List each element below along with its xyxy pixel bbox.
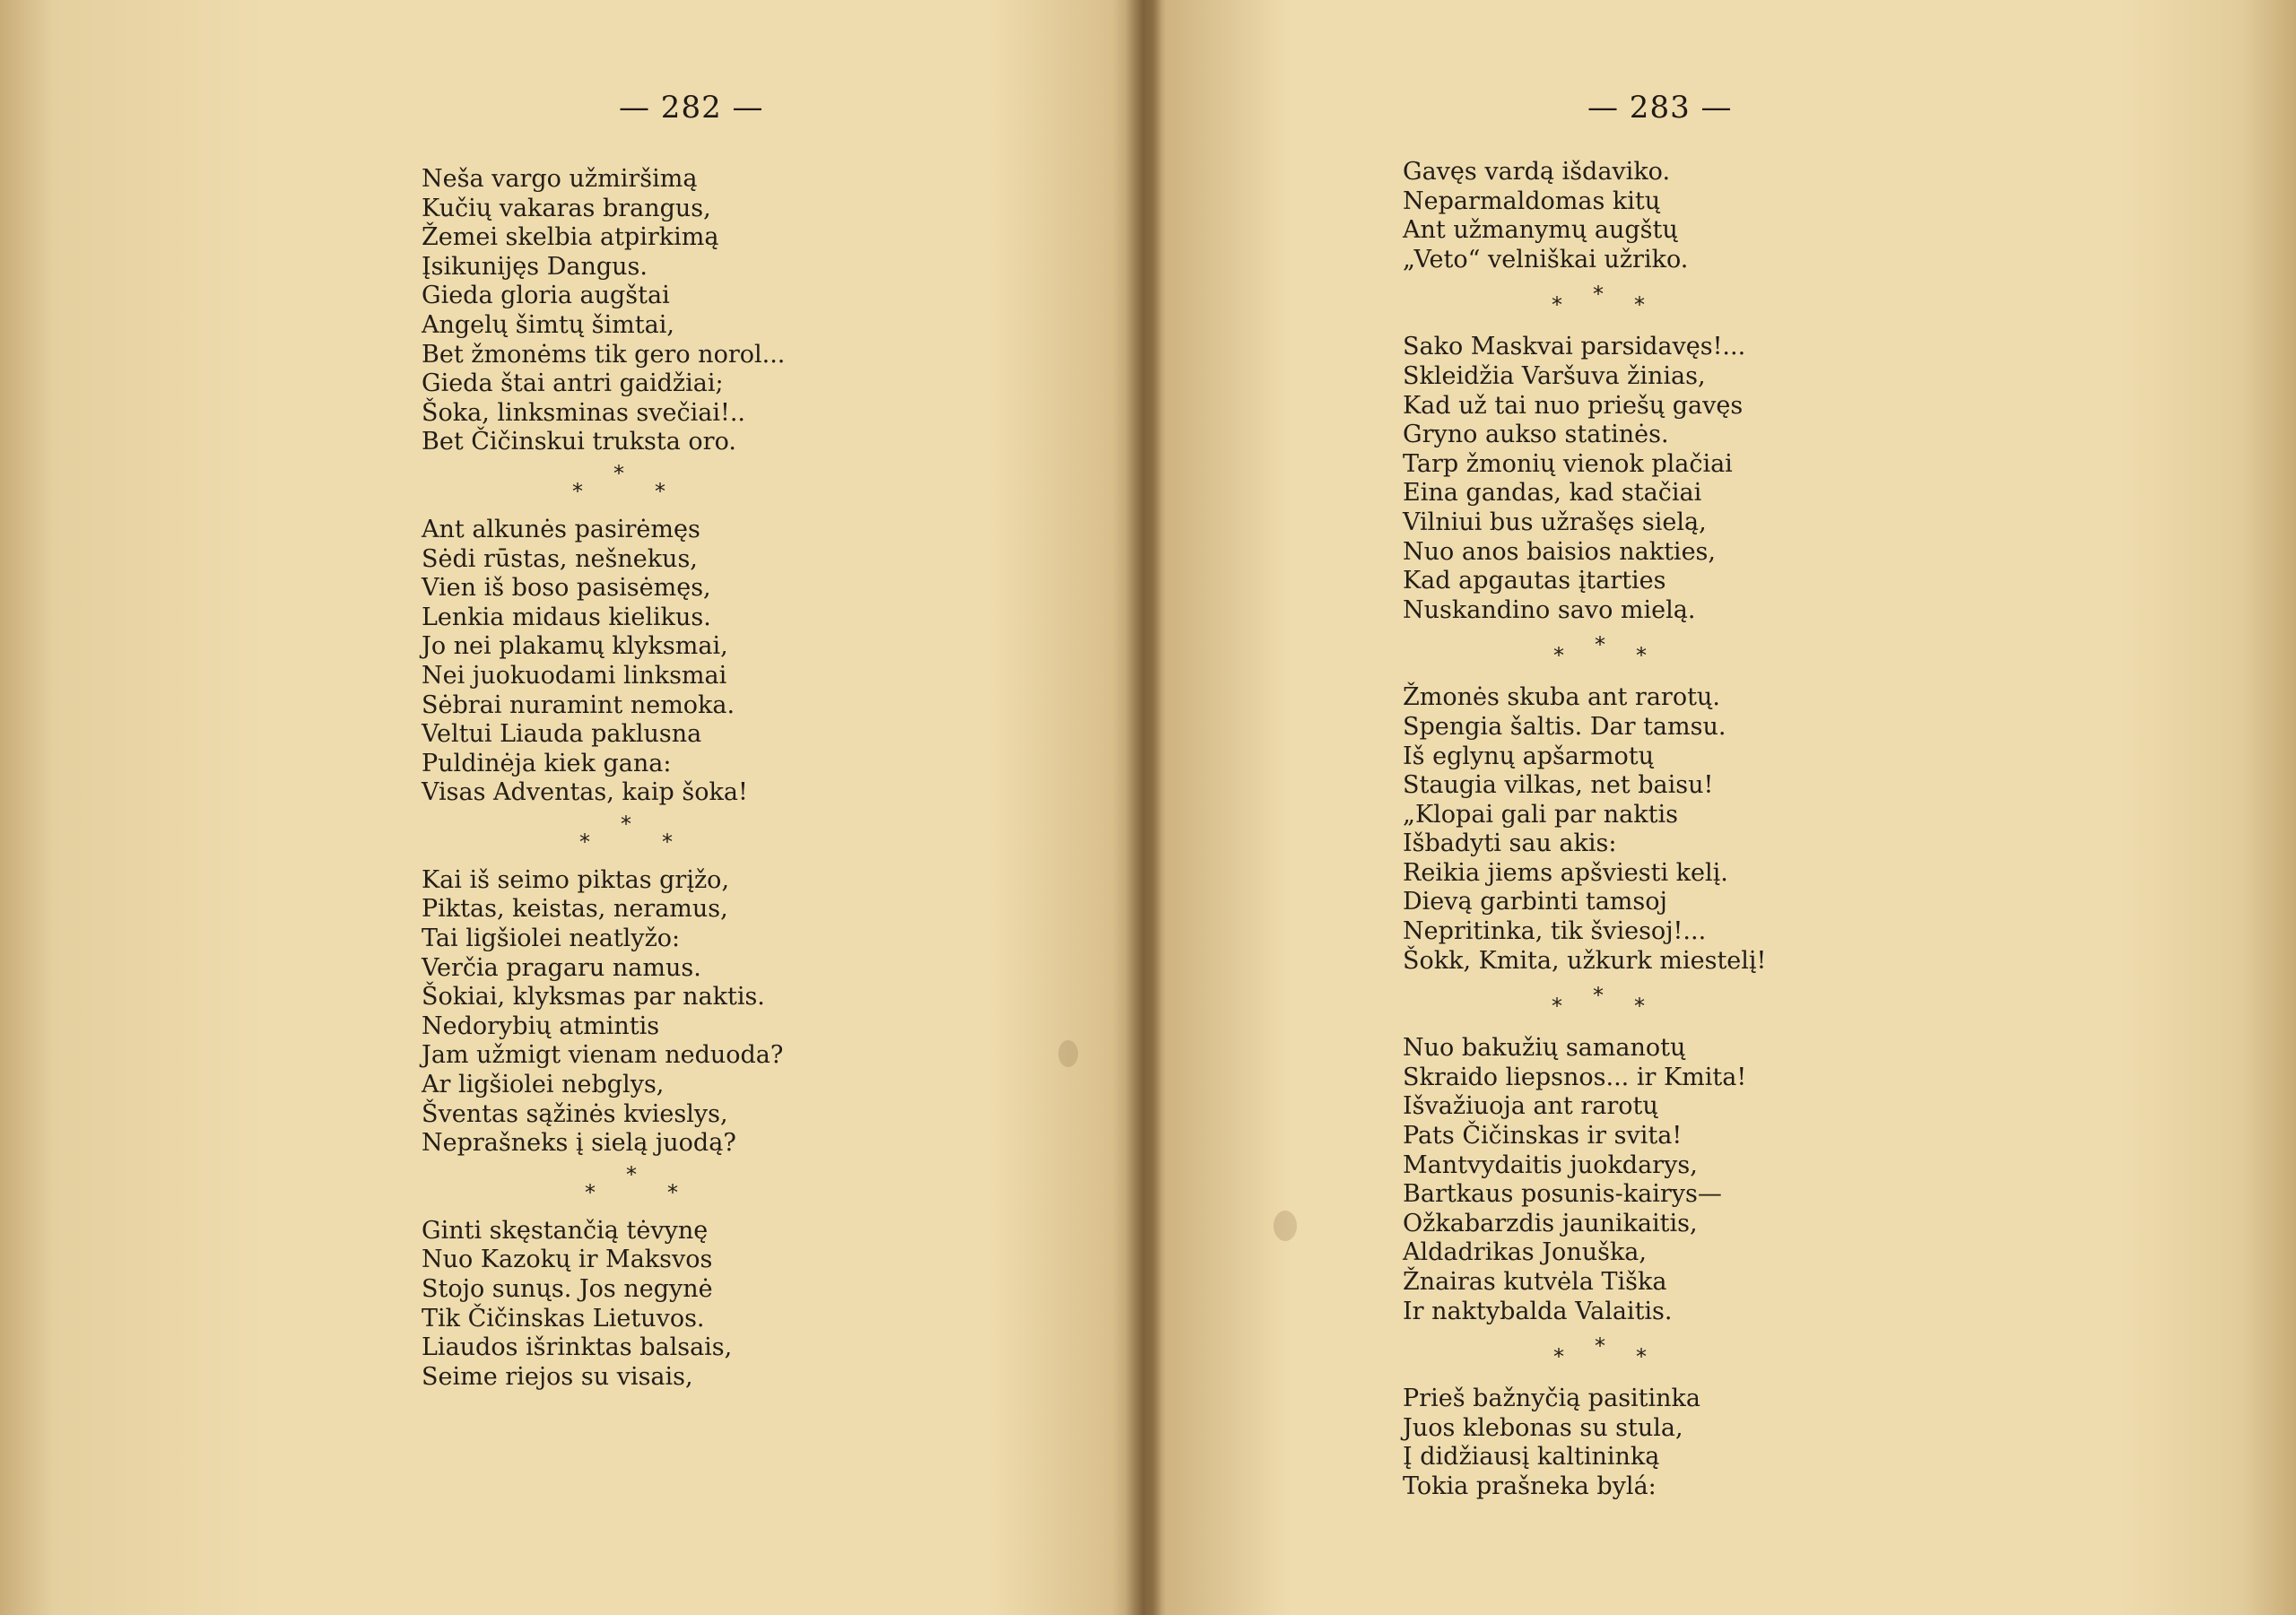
poem-line: Ant alkunės pasirėmęs bbox=[422, 515, 700, 543]
right-poem bbox=[1403, 158, 2084, 1502]
poem-line: Veltui Liauda paklusna bbox=[422, 720, 702, 749]
poem-line: Šokk, Kmita, užkurk miestelį! bbox=[1403, 946, 1767, 975]
poem-line: Ir naktybalda Valaitis. bbox=[1403, 1297, 1673, 1325]
poem-line: Nuo Kazokų ir Maksvos bbox=[422, 1246, 713, 1274]
poem-line: Žmonės skuba ant rarotų. bbox=[1403, 683, 1720, 712]
poem-line: Kai iš seimo piktas grįžo, bbox=[422, 865, 730, 894]
poem-line: Jam užmigt vienam neduoda? bbox=[422, 1041, 784, 1070]
asterism-divider bbox=[422, 808, 1103, 866]
poem-line: Bartkaus posunis-kairys— bbox=[1403, 1180, 1722, 1209]
asterisk-icon: * bbox=[572, 478, 583, 504]
poem-line: Seime riejos su visais, bbox=[422, 1362, 693, 1391]
poem-line: Prieš bažnyčią pasitinka bbox=[1403, 1385, 1701, 1413]
ink-smudge bbox=[1274, 1211, 1297, 1241]
poem-line: Gieda gloria augštai bbox=[422, 282, 670, 310]
asterisk-icon: * bbox=[1593, 282, 1604, 308]
poem-line: Neša vargo užmiršimą bbox=[422, 165, 698, 193]
poem-line: Ar ligšiolei nebglys, bbox=[422, 1071, 665, 1099]
poem-line: Neparmaldomas kitų bbox=[1403, 187, 1661, 215]
asterisk-icon: * bbox=[1595, 1333, 1605, 1359]
asterisk-icon: * bbox=[1552, 994, 1562, 1020]
left-page bbox=[0, 0, 1139, 1615]
poem-line: Liaudos išrinktas balsais, bbox=[422, 1333, 733, 1362]
poem-line: Šokiai, klyksmas par naktis. bbox=[422, 983, 765, 1012]
right-stanza-3 bbox=[1403, 683, 2084, 976]
asterisk-icon: * bbox=[585, 1179, 596, 1205]
poem-line: Vien iš boso pasisėmęs, bbox=[422, 574, 711, 603]
ink-smudge bbox=[1058, 1040, 1078, 1067]
poem-line: Sėdi rūstas, nešnekus, bbox=[422, 544, 698, 573]
poem-line: Gavęs vardą išdaviko. bbox=[1403, 158, 1671, 186]
poem-line: Iš eglynų apšarmotų bbox=[1403, 742, 1654, 770]
poem-line: Žemei skelbia atpirkimą bbox=[422, 223, 719, 252]
asterisk-icon: * bbox=[1634, 292, 1645, 318]
poem-line: Vilniui bus užrašęs sielą, bbox=[1403, 508, 1707, 536]
asterisk-icon: * bbox=[1553, 1344, 1564, 1370]
poem-line: Bet Čičinskui truksta oro. bbox=[422, 428, 736, 456]
poem-line: Spengia šaltis. Dar tamsu. bbox=[1403, 712, 1726, 741]
asterisk-icon: * bbox=[655, 478, 665, 504]
poem-line: Kad už tai nuo priešų gavęs bbox=[1403, 391, 1744, 420]
poem-line: Dievą garbinti tamsoj bbox=[1403, 888, 1667, 916]
asterisk-icon: * bbox=[1636, 1344, 1647, 1370]
asterisk-icon: * bbox=[1636, 643, 1647, 669]
poem-line: Skleidžia Varšuva žinias, bbox=[1403, 361, 1706, 390]
poem-line: Piktas, keistas, neramus, bbox=[422, 895, 728, 924]
asterism-divider bbox=[1403, 1326, 2084, 1385]
right-stanza-1 bbox=[1403, 158, 2084, 274]
poem-line: „Veto“ velniškai užriko. bbox=[1403, 245, 1689, 274]
poem-line: Mantvydaitis juokdarys, bbox=[1403, 1150, 1698, 1179]
poem-line: Aldadrikas Jonuška, bbox=[1403, 1238, 1647, 1267]
poem-line: Šventas sąžinės kvieslys, bbox=[422, 1099, 728, 1128]
poem-line: Reikia jiems apšviesti kelį. bbox=[1403, 858, 1728, 887]
poem-line: Visas Adventas, kaip šoka! bbox=[422, 778, 748, 807]
asterisk-icon: * bbox=[1634, 994, 1645, 1020]
poem-line: Išbadyti sau akis: bbox=[1403, 829, 1617, 858]
left-poem bbox=[422, 165, 1103, 1392]
poem-line: Įsikunijęs Dangus. bbox=[422, 252, 648, 281]
poem-line: Ginti skęstančią tėvynę bbox=[422, 1216, 709, 1245]
poem-line: Sako Maskvai parsidavęs!... bbox=[1403, 333, 1746, 361]
poem-line: Pats Čičinskas ir svita! bbox=[1403, 1122, 1683, 1150]
poem-line: Gieda štai antri gaidžiai; bbox=[422, 369, 724, 398]
poem-line: Į didžiausį kaltininką bbox=[1403, 1443, 1660, 1472]
asterisk-icon: * bbox=[662, 829, 673, 855]
asterisk-icon: * bbox=[621, 811, 631, 837]
asterism-divider bbox=[1403, 976, 2084, 1034]
right-stanza-4 bbox=[1403, 1034, 2084, 1326]
asterisk-icon: * bbox=[626, 1161, 637, 1187]
poem-line: Puldinėja kiek gana: bbox=[422, 749, 672, 777]
poem-line: Nuo anos baisios nakties, bbox=[1403, 537, 1716, 566]
poem-line: Ožkabarzdis jaunikaitis, bbox=[1403, 1209, 1698, 1237]
right-stanza-5 bbox=[1403, 1385, 2084, 1501]
poem-line: Kučių vakaras brangus, bbox=[422, 194, 711, 222]
asterisk-icon: * bbox=[1553, 643, 1564, 669]
poem-line: Lenkia midaus kielikus. bbox=[422, 603, 711, 631]
right-page bbox=[1157, 0, 2296, 1615]
left-page-number: — 282 — bbox=[619, 90, 764, 126]
right-stanza-2 bbox=[1403, 333, 2084, 625]
asterisk-icon: * bbox=[1552, 292, 1562, 318]
poem-line: Nuskandino savo mielą. bbox=[1403, 595, 1696, 624]
poem-line: Žnairas kutvėla Tiška bbox=[1403, 1268, 1667, 1296]
asterism-divider bbox=[422, 457, 1103, 516]
poem-line: Skraido liepsnos... ir Kmita! bbox=[1403, 1063, 1747, 1091]
poem-line: Gryno aukso statinės. bbox=[1403, 421, 1669, 449]
poem-line: Jo nei plakamų klyksmai, bbox=[422, 632, 728, 661]
poem-line: Angelų šimtų šimtai, bbox=[422, 310, 674, 339]
poem-line: Nuo bakužių samanotų bbox=[1403, 1034, 1686, 1063]
poem-line: Kad apgautas įtarties bbox=[1403, 567, 1666, 595]
poem-line: Neprašneks į sielą juodą? bbox=[422, 1129, 736, 1158]
right-page-number: — 283 — bbox=[1587, 90, 1733, 126]
poem-line: „Klopai gali par naktis bbox=[1403, 800, 1678, 829]
asterisk-icon: * bbox=[1595, 632, 1605, 658]
asterisk-icon: * bbox=[667, 1179, 678, 1205]
asterism-divider bbox=[1403, 625, 2084, 683]
left-stanza-1 bbox=[422, 165, 1103, 457]
poem-line: Bet žmonėms tik gero norol... bbox=[422, 340, 786, 369]
poem-line: Juos klebonas su stula, bbox=[1403, 1413, 1683, 1442]
poem-line: Tik Čičinskas Lietuvos. bbox=[422, 1304, 705, 1333]
poem-line: Ant užmanymų augštų bbox=[1403, 216, 1678, 245]
poem-line: Išvažiuoja ant rarotų bbox=[1403, 1092, 1658, 1121]
asterisk-icon: * bbox=[613, 460, 624, 486]
poem-line: Verčia pragaru namus. bbox=[422, 953, 701, 982]
left-stanza-3 bbox=[422, 866, 1103, 1159]
poem-line: Šoka, linksminas svečiai!.. bbox=[422, 398, 746, 427]
poem-line: Sėbrai nuramint nemoka. bbox=[422, 690, 735, 719]
poem-line: Tarp žmonių vienok plačiai bbox=[1403, 449, 1733, 478]
poem-line: Tokia prašneka bylá: bbox=[1403, 1472, 1657, 1500]
asterisk-icon: * bbox=[1593, 983, 1604, 1009]
asterism-divider bbox=[1403, 274, 2084, 333]
poem-line: Nei juokuodami linksmai bbox=[422, 661, 727, 690]
poem-line: Tai ligšiolei neatlyžo: bbox=[422, 925, 681, 953]
poem-line: Nepritinka, tik šviesoj!... bbox=[1403, 917, 1707, 946]
poem-line: Staugia vilkas, net baisu! bbox=[1403, 771, 1714, 800]
asterisk-icon: * bbox=[579, 829, 590, 855]
poem-line: Stojo sunųs. Jos negynė bbox=[422, 1275, 713, 1303]
poem-line: Eina gandas, kad stačiai bbox=[1403, 479, 1702, 508]
left-stanza-2 bbox=[422, 516, 1103, 808]
poem-line: Nedorybių atmintis bbox=[422, 1012, 660, 1040]
left-stanza-4 bbox=[422, 1217, 1103, 1393]
asterism-divider bbox=[422, 1159, 1103, 1217]
